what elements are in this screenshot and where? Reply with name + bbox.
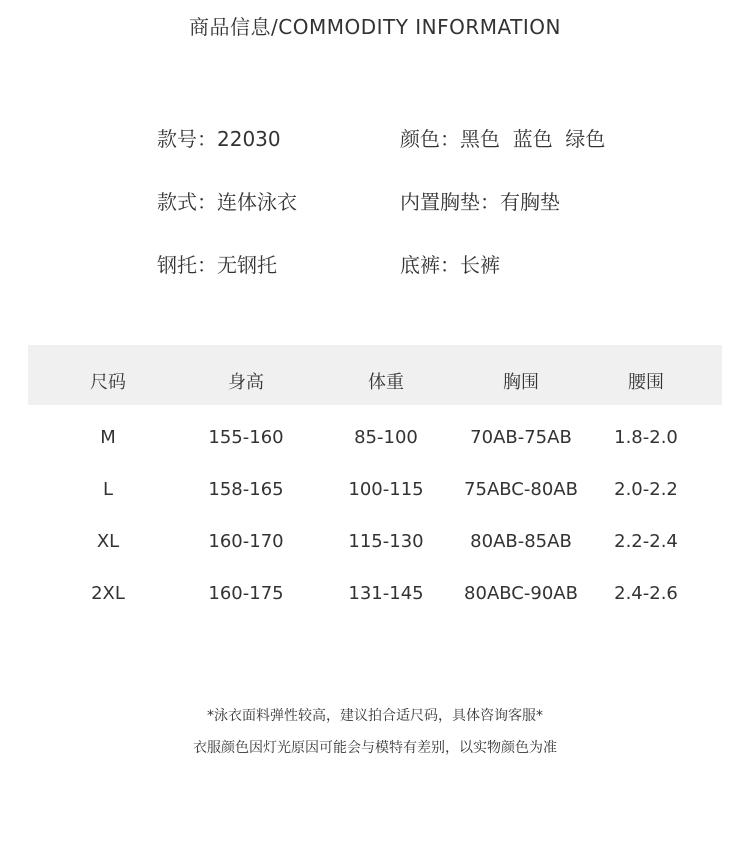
info-bottom-label: 底裤： [400,253,460,277]
header-weight: 体重 [368,372,404,393]
header-bust: 胸围 [503,372,539,393]
info-color-label: 颜色： [400,127,460,151]
row-height: 155-160 [208,427,284,448]
header-size: 尺码 [90,372,126,393]
row-size: XL [96,531,120,552]
info-model [157,125,281,153]
row-weight: 100-115 [348,479,424,500]
row-weight: 131-145 [348,583,424,604]
table-row [28,465,722,517]
row-waist: 2.2-2.4 [614,531,678,552]
info-wire-label: 钢托： [157,253,217,277]
header-height: 身高 [228,372,264,393]
header-waist: 腰围 [628,372,664,393]
info-model-value: 22030 [217,127,281,151]
table-row [28,569,722,621]
info-bottom [400,251,500,279]
row-bust: 80AB-85AB [470,531,572,552]
row-bust: 75ABC-80AB [464,479,578,500]
row-height: 160-175 [208,583,284,604]
note-line-1: *泳衣面料弹性较高，建议拍合适尺码，具体咨询客服* [207,708,543,724]
info-style [157,188,297,216]
row-height: 160-170 [208,531,284,552]
note-line-2: 衣服颜色因灯光原因可能会与模特有差别，以实物颜色为准 [193,740,557,756]
size-table [28,345,722,621]
info-pad-label: 内置胸垫： [400,190,500,214]
row-weight: 85-100 [354,427,418,448]
info-wire [157,251,277,279]
table-row [28,413,722,465]
info-wire-value: 无钢托 [217,253,277,277]
row-weight: 115-130 [348,531,424,552]
size-table-header [28,345,722,405]
info-color-value: 黑色 蓝色 绿色 [460,127,606,151]
commodity-info [0,0,750,300]
row-size: L [102,479,114,500]
row-height: 158-165 [208,479,284,500]
row-size: M [100,427,116,448]
info-style-value: 连体泳衣 [217,190,297,214]
row-waist: 2.0-2.2 [614,479,678,500]
info-model-label: 款号： [157,127,217,151]
section-title-text: 商品信息/COMMODITY INFORMATION [189,16,561,39]
row-waist: 1.8-2.0 [614,427,678,448]
row-bust: 70AB-75AB [470,427,572,448]
info-pad-value: 有胸垫 [500,190,560,214]
row-bust: 80ABC-90AB [464,583,578,604]
info-style-label: 款式： [157,190,217,214]
info-pad [400,188,560,216]
row-size: 2XL [91,583,125,604]
info-color [400,125,605,153]
row-waist: 2.4-2.6 [614,583,678,604]
table-row [28,517,722,569]
info-bottom-value: 长裤 [460,253,500,277]
